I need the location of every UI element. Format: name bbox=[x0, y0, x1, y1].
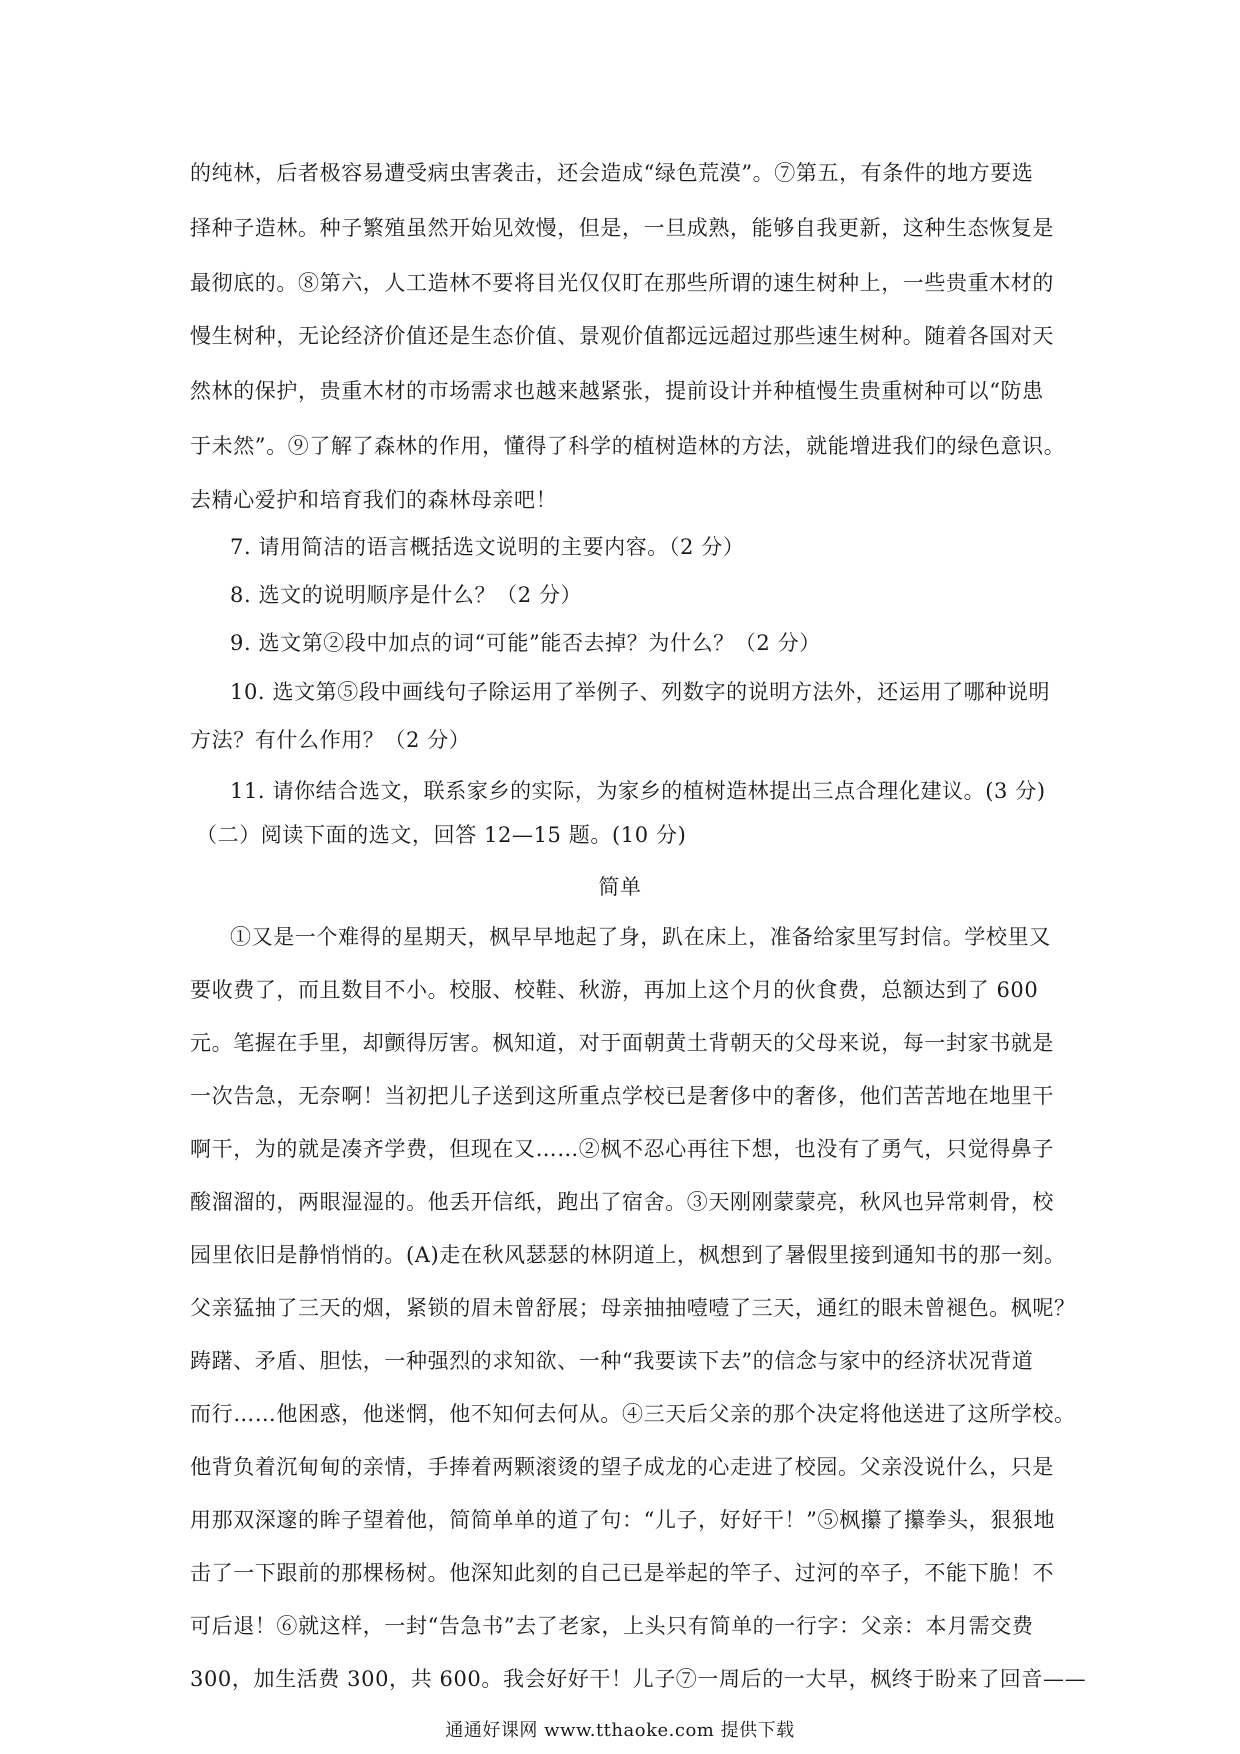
paragraph-line: 的纯林，后者极容易遭受病虫害袭击，还会造成“绿色荒漠”。⑦第五，有条件的地方要选 bbox=[190, 161, 1034, 185]
story-line: 元。笔握在手里，却颤得厉害。枫知道，对于面朝黄土背朝天的父母来说，每一封家书就是 bbox=[190, 1031, 1054, 1055]
story-line: 而行……他困惑，他迷惘，他不知何去何从。④三天后父亲的那个决定将他送进了这所学校。 bbox=[190, 1402, 1076, 1426]
paragraph-line: 最彻底的。⑧第六，人工造林不要将目光仅仅盯在那些所谓的速生树种上，一些贵重木材的 bbox=[190, 271, 1054, 295]
story-title: 简单 bbox=[598, 875, 642, 899]
question-10-continued: 方法？有什么作用？（2 分） bbox=[190, 728, 471, 752]
question-11: 11. 请你结合选文，联系家乡的实际，为家乡的植树造林提出三点合理化建议。(3 分) bbox=[230, 779, 1046, 803]
page-footer: 通通好课网 www.tthaoke.com 提供下载 bbox=[445, 1720, 795, 1741]
story-line: ①又是一个难得的星期天，枫早早地起了身，趴在床上，准备给家里写封信。学校里又 bbox=[230, 925, 1051, 949]
paragraph-line: 去精心爱护和培育我们的森林母亲吧！ bbox=[190, 488, 558, 512]
story-line: 园里依旧是静悄悄的。(A)走在秋风瑟瑟的林阴道上，枫想到了暑假里接到通知书的那一刻。 bbox=[190, 1243, 1066, 1267]
story-line: 一次告急，无奈啊！当初把儿子送到这所重点学校已是奢侈中的奢侈，他们苦苦地在地里干 bbox=[190, 1084, 1054, 1108]
story-line: 父亲猛抽了三天的烟，紧锁的眉未曾舒展；母亲抽抽噎噎了三天，通红的眼未曾褪色。枫呢？ bbox=[190, 1296, 1076, 1320]
story-line: 踌躇、矛盾、胆怯，一种强烈的求知欲、一种“我要读下去”的信念与家中的经济状况背道 bbox=[190, 1349, 1034, 1373]
question-8: 8. 选文的说明顺序是什么？（2 分） bbox=[230, 583, 583, 607]
question-7: 7. 请用简洁的语言概括选文说明的主要内容。（2 分） bbox=[230, 535, 745, 559]
story-line: 啊干，为的就是凑齐学费，但现在又……②枫不忍心再往下想，也没有了勇气，只觉得鼻子 bbox=[190, 1137, 1054, 1161]
paragraph-line: 于未然”。⑨了解了森林的作用，懂得了科学的植树造林的方法，就能增进我们的绿色意识。 bbox=[190, 434, 1066, 458]
paragraph-line: 慢生树种，无论经济价值还是生态价值、景观价值都远远超过那些速生树种。随着各国对天 bbox=[190, 324, 1054, 348]
question-9: 9. 选文第②段中加点的词“可能”能否去掉？为什么？（2 分） bbox=[230, 631, 821, 655]
story-line: 要收费了，而且数目不小。校服、校鞋、秋游，再加上这个月的伙食费，总额达到了 600 bbox=[190, 978, 1039, 1002]
paragraph-line: 然林的保护，贵重木材的市场需求也越来越紧张，提前设计并种植慢生贵重树种可以“防患 bbox=[190, 379, 1044, 403]
story-line: 他背负着沉甸甸的亲情，手捧着两颗滚烫的望子成龙的心走进了校园。父亲没说什么，只是 bbox=[190, 1455, 1054, 1479]
paragraph-line: 择种子造林。种子繁殖虽然开始见效慢，但是，一旦成熟，能够自我更新，这种生态恢复是 bbox=[190, 216, 1054, 240]
story-line: 酸溜溜的，两眼湿湿的。他丢开信纸，跑出了宿舍。③天刚刚蒙蒙亮，秋风也异常刺骨，校 bbox=[190, 1190, 1054, 1214]
story-line: 用那双深邃的眸子望着他，简简单单的道了句：“儿子，好好干！”⑤枫攥了攥拳头，狠狠地 bbox=[190, 1508, 1056, 1532]
story-line: 300，加生活费 300，共 600。我会好好干！儿子⑦一周后的一大早，枫终于盼来了回音—— bbox=[190, 1667, 1087, 1691]
story-line: 可后退！⑥就这样，一封“告急书”去了老家，上头只有简单的一行字：父亲：本月需交费 bbox=[190, 1614, 1034, 1638]
question-10: 10. 选文第⑤段中画线句子除运用了举例子、列数字的说明方法外，还运用了哪种说明 bbox=[230, 680, 1051, 704]
story-line: 击了一下跟前的那棵杨树。他深知此刻的自己已是举起的竿子、过河的卒子，不能下脆！不 bbox=[190, 1561, 1054, 1585]
section-heading: （二）阅读下面的选文，回答 12—15 题。(10 分) bbox=[196, 823, 687, 847]
